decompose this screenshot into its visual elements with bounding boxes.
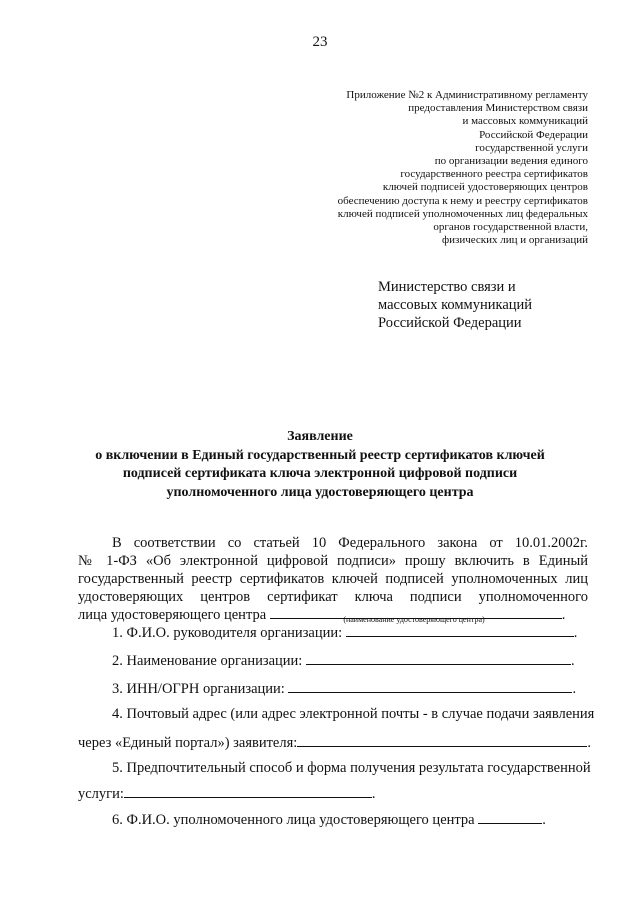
title-line: о включении в Единый государственный реестр сертификатов ключей (95, 447, 545, 463)
recipient-line: массовых коммуникаций (378, 297, 533, 313)
intro-line: В соответствии со статьей 10 Федерального закона от 10.01.2002г. (112, 535, 588, 551)
annex-line: обеспечению доступа к нему и реестру сертификатов (337, 194, 588, 207)
item-label: 6. Ф.И.О. уполномоченного лица удостоверяющего центра (112, 812, 475, 828)
item-label: 2. Наименование организации: (112, 653, 303, 669)
end-dot: . (573, 625, 578, 641)
recipient-block (378, 278, 532, 332)
end-dot: . (587, 735, 591, 751)
annex-line: предоставления Министерством связи (408, 102, 588, 115)
item-address-line2 (78, 734, 591, 752)
end-dot: . (561, 607, 566, 623)
annex-header (288, 89, 588, 247)
item-label: услуги: (78, 786, 124, 802)
end-dot: . (542, 812, 546, 828)
item-head-name (112, 624, 577, 642)
item-method-line1: 5. Предпочтительный способ и форма получения результата государственной (112, 760, 591, 776)
authorized-person-field[interactable] (478, 811, 542, 824)
document-title (0, 428, 640, 502)
title-line: подписей сертификата ключа электронной цифровой подписи (122, 466, 518, 481)
end-dot: . (371, 786, 376, 802)
end-dot: . (572, 681, 577, 697)
annex-line: государственной услуги (475, 141, 588, 154)
field-hint: (наименование удостоверяющего центра) (343, 615, 485, 624)
title-line: уполномоченного лица удостоверяющего центра (166, 484, 474, 500)
item-label: 3. ИНН/ОГРН организации: (112, 681, 285, 697)
intro-line: государственный реестр сертификатов ключей подписей уполномоченных лиц (78, 571, 588, 587)
address-field[interactable] (297, 734, 587, 747)
item-label: через «Единый портал») заявителя: (78, 735, 298, 751)
item-label: 1. Ф.И.О. руководителя организации: (112, 625, 343, 641)
intro-last-text: лица удостоверяющего центра (78, 607, 267, 623)
item-inn (112, 680, 576, 698)
end-dot: . (570, 653, 575, 669)
annex-line: Приложение №2 к Административному регламенту (346, 89, 588, 101)
item-authorized (112, 811, 546, 829)
intro-line: удостоверяющих центров сертификат ключа подписи уполномоченного (78, 589, 588, 605)
annex-line: государственного реестра сертификатов (400, 168, 588, 181)
annex-line: физических лиц и организаций (441, 234, 588, 247)
intro-paragraph (78, 534, 588, 624)
annex-line: по организации ведения единого (434, 155, 588, 168)
item-org-name (112, 652, 575, 670)
annex-line: органов государственной власти, (433, 221, 588, 234)
annex-line: Российской Федерации (479, 128, 588, 141)
delivery-method-field[interactable] (124, 785, 372, 798)
head-name-field[interactable] (346, 624, 574, 637)
title-line: Заявление (287, 429, 353, 444)
recipient-line: Министерство связи и (378, 279, 516, 295)
item-method-line2 (78, 785, 376, 803)
recipient-line: Российской Федерации (378, 315, 522, 331)
annex-line: ключей подписей уполномоченных лиц федеральных (337, 207, 588, 220)
item-address-line1: 4. Почтовый адрес (или адрес электронной почты - в случае подачи заявления (112, 706, 595, 722)
intro-line: № 1-ФЗ «Об электронной цифровой подписи» прошу включить в Единый (78, 553, 588, 569)
inn-field[interactable] (288, 680, 572, 693)
annex-line: ключей подписей удостоверяющих центров (382, 181, 588, 194)
annex-line: и массовых коммуникаций (462, 115, 588, 128)
page-number: 23 (312, 34, 328, 50)
org-name-field[interactable] (306, 652, 571, 665)
